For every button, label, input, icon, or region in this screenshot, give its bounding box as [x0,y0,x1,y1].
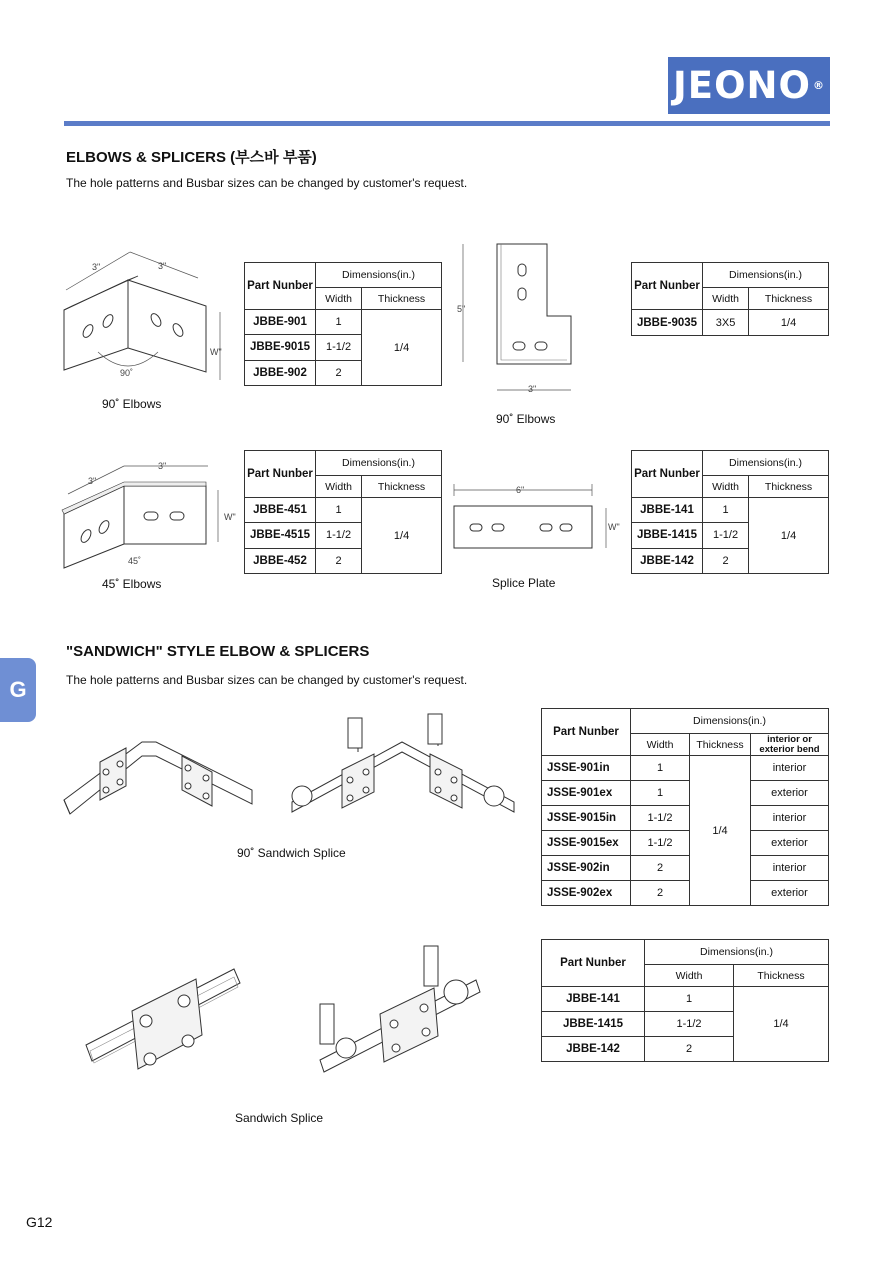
cell-width: 2 [316,360,362,385]
cell-width: 1 [316,498,362,523]
cell-width: 1-1/2 [631,806,690,831]
cell-bend: exterior [751,831,829,856]
th-part: Part Nunber [542,709,631,756]
cell-thickness: 1/4 [362,310,442,386]
th-width: Width [703,288,749,310]
th-width: Width [631,734,690,756]
table-90-elbow-plate [631,262,829,336]
th-thickness: Thickness [734,965,829,987]
dim-45: 45˚ [128,556,142,566]
header-rule [64,121,830,126]
cell-bend: interior [751,756,829,781]
section2-title: "SANDWICH" STYLE ELBOW & SPLICERS [66,643,370,660]
dim-3-left: 3" [92,262,101,272]
cell-width: 1-1/2 [703,523,749,548]
dim-3-bottom: 3" [528,384,537,394]
dim-3-top: 3" [158,461,167,471]
cell-part: JBBE-142 [542,1037,645,1062]
th-width: Width [645,965,734,987]
cell-part: JSSE-9015ex [542,831,631,856]
table-45-elbows [244,450,442,574]
th-width: Width [316,288,362,310]
sandwich-elbow-supports-drawing [282,712,522,822]
cell-thickness: 1/4 [690,756,751,906]
th-part: Part Nunber [632,451,703,498]
section1-note: The hole patterns and Busbar sizes can be changed by customer's request. [66,176,468,190]
th-dimensions: Dimensions(in.) [631,709,829,734]
section1-title: ELBOWS & SPLICERS (부스바 부품) [66,149,317,166]
elbow90-drawing [58,240,238,390]
cell-part: JBBE-452 [245,548,316,573]
section-tab-g: G [0,658,36,722]
dim-90: 90˚ [120,368,134,378]
cell-part: JBBE-1415 [542,1012,645,1037]
cell-bend: exterior [751,881,829,906]
th-bend: interior or exterior bend [751,734,829,756]
cell-part: JBBE-141 [542,987,645,1012]
section2-note: The hole patterns and Busbar sizes can be changed by customer's request. [66,673,468,687]
th-thickness: Thickness [362,288,442,310]
brand-logo [668,57,830,114]
cell-part: JSSE-902ex [542,881,631,906]
dim-w: W" [608,522,620,532]
dim-5: 5" [457,304,466,314]
cell-thickness: 1/4 [734,987,829,1062]
th-part: Part Nunber [542,940,645,987]
elbow45-drawing [58,456,238,576]
th-dimensions: Dimensions(in.) [703,451,829,476]
th-thickness: Thickness [749,476,829,498]
th-part: Part Nunber [632,263,703,310]
th-width: Width [703,476,749,498]
th-width: Width [316,476,362,498]
caption-sandwich: Sandwich Splice [235,1111,324,1125]
elbow90-plate-drawing [455,240,580,405]
cell-part: JBBE-901 [245,310,316,335]
caption-elbow90-a: 90˚ Elbows [102,397,162,411]
cell-part: JSSE-902in [542,856,631,881]
table-sandwich-splice [541,939,829,1062]
dim-3-right: 3" [158,261,167,271]
cell-part: JSSE-9015in [542,806,631,831]
cell-part: JBBE-9035 [632,310,703,336]
th-part: Part Nunber [245,451,316,498]
cell-width: 1 [703,498,749,523]
th-dimensions: Dimensions(in.) [645,940,829,965]
cell-width: 2 [703,548,749,573]
sandwich-splice-drawing [84,965,244,1075]
cell-width: 3X5 [703,310,749,336]
cell-part: JBBE-451 [245,498,316,523]
splice-plate-drawing [450,480,630,560]
sandwich-elbow-drawing [62,730,262,820]
table-splice-plate [631,450,829,574]
cell-width: 1 [631,756,690,781]
cell-bend: interior [751,856,829,881]
cell-part: JBBE-142 [632,548,703,573]
caption-splice-plate: Splice Plate [492,576,556,590]
cell-width: 2 [645,1037,734,1062]
cell-width: 2 [316,548,362,573]
dim-w: W" [210,347,222,357]
th-dimensions: Dimensions(in.) [316,451,442,476]
dim-3-diag: 3" [88,476,97,486]
th-thickness: Thickness [749,288,829,310]
cell-width: 1-1/2 [631,831,690,856]
cell-part: JSSE-901in [542,756,631,781]
cell-bend: exterior [751,781,829,806]
cell-width: 1-1/2 [316,335,362,360]
cell-part: JBBE-1415 [632,523,703,548]
cell-part: JBBE-4515 [245,523,316,548]
cell-width: 2 [631,881,690,906]
page-number: G12 [26,1214,53,1230]
caption-elbow45: 45˚ Elbows [102,577,162,591]
th-part: Part Nunber [245,263,316,310]
cell-thickness: 1/4 [749,310,829,336]
cell-thickness: 1/4 [362,498,442,574]
cell-width: 1 [316,310,362,335]
sandwich-splice-supports-drawing [316,940,486,1080]
table-90-elbows [244,262,442,386]
cell-width: 1 [631,781,690,806]
cell-width: 2 [631,856,690,881]
cell-part: JBBE-9015 [245,335,316,360]
th-dimensions: Dimensions(in.) [703,263,829,288]
cell-width: 1 [645,987,734,1012]
caption-elbow90-b: 90˚ Elbows [496,412,556,426]
th-thickness: Thickness [362,476,442,498]
cell-thickness: 1/4 [749,498,829,574]
dim-6: 6" [516,485,525,495]
th-thickness: Thickness [690,734,751,756]
cell-bend: interior [751,806,829,831]
th-dimensions: Dimensions(in.) [316,263,442,288]
cell-part: JSSE-901ex [542,781,631,806]
caption-sandwich90: 90˚ Sandwich Splice [237,846,346,860]
cell-width: 1-1/2 [645,1012,734,1037]
cell-part: JBBE-141 [632,498,703,523]
cell-width: 1-1/2 [316,523,362,548]
table-sandwich-elbow [541,708,829,906]
cell-part: JBBE-902 [245,360,316,385]
dim-w: W" [224,512,236,522]
registered-mark: ® [812,79,825,92]
logo-text: JEONO [673,64,811,107]
